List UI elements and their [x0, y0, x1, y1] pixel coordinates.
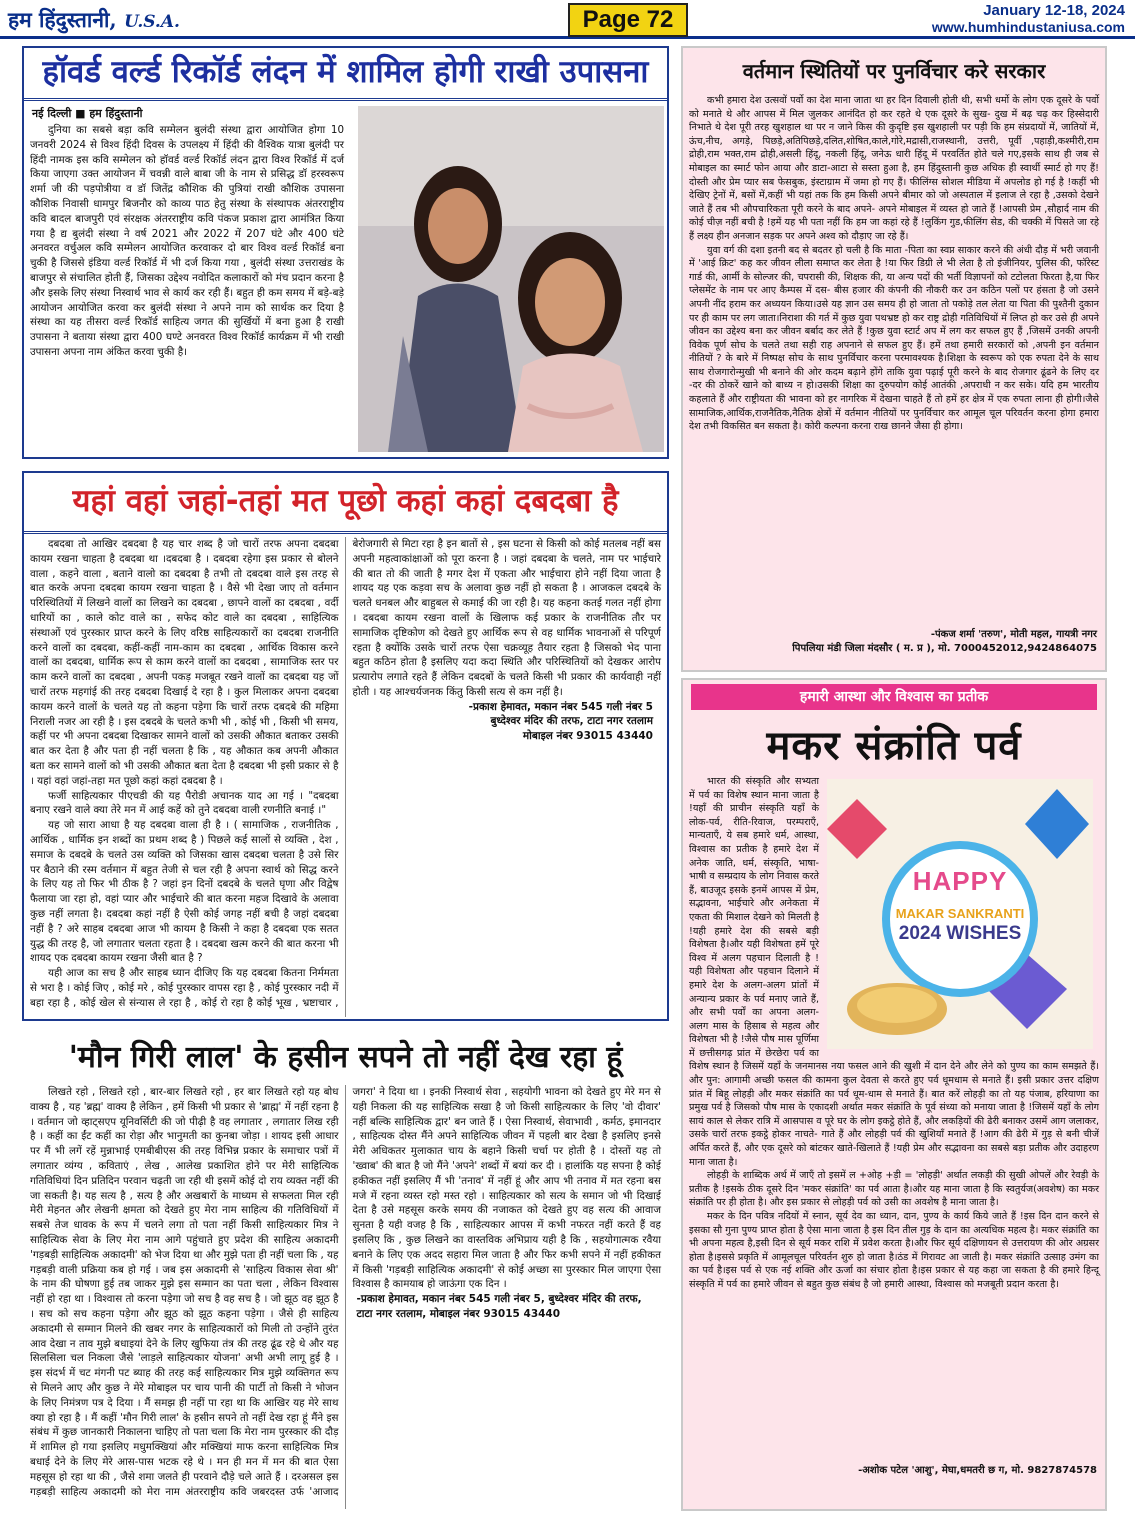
article-dabdaba-para-2: फर्जी साहित्यकार पीएचडी की यह पैरोडी अचानक याद आ गई । "दबदबा बनाए रखने वाले क्या तेरे मन में आई कहें को तुने दबदबा वाली रणनीति बनाई ।"	[30, 789, 339, 817]
article-world-record-headline: हॉवर्ड वर्ल्ड रिकॉर्ड लंदन में शामिल होगी राखी उपासना	[24, 48, 667, 101]
article-dabdaba-signature	[353, 700, 662, 744]
article-makar-para-2: लोहड़ी के शाब्दिक अर्थ में जाएँ तो इसमें ल +ओह +ड़ी = 'लोहड़ी' अर्थात लकड़ी की सुखी ओपलें और रेवड़ी के प्रतीक है !इसके ठीक दूसरे दिन 'मकर संक्रांति' का पर्व आता है।और यह माना जाता है कि स्वतुर्यज(अवशेष) का मकर संक्रांति पर ही होता है। और इस प्रकार से लोहड़ी पर्व को उसी का अवशेष है माना जाता है।	[689, 1170, 1099, 1209]
article-makar-body	[683, 775, 1105, 1460]
article-government-signature	[683, 628, 1105, 656]
article-government-sig-line-1: -पंकज शर्मा 'तरुण', मोती महल, गायत्री नगर	[930, 629, 1097, 640]
article-makar-signature: -अशोक पटेल 'आशु', मेघा,धमतरी छ ग, मो. 9827874578	[858, 1465, 1097, 1476]
article-dabdaba-body	[24, 537, 667, 1017]
masthead-suffix: U.S.A.	[124, 12, 180, 32]
article-world-record	[22, 46, 669, 459]
article-maun-giri-lal-signature: -प्रकाश हेमावत, मकान नंबर 545 गली नंबर 5, बुध्देश्वर मंदिर की तरफ, टाटा नगर रतलाम, मोबाइल नंबर 93015 43440	[356, 1293, 642, 1320]
article-maun-giri-lal-headline: 'मौन गिरी लाल' के हसीन सपने तो नहीं देख रहा हूं	[68, 1040, 623, 1075]
article-dabdaba	[22, 471, 669, 1021]
article-world-record-body	[24, 123, 350, 459]
article-dabdaba-sig-line-2: बुध्देश्वर मंदिर की तरफ, टाटा नगर रतलाम	[490, 715, 653, 728]
article-makar-para-3: मकर के दिन पवित्र नदियों में स्नान, सूर्य देव का ध्यान, दान, पुण्य के कार्य किये जाते हैं !इस दिन दान करने से इसका सौ गुना पुण्य प्राप्त होता है ऐसा माना जाता है इस दिन तील गुड़ के दान का अत्यधिक महत्व है। मकर संक्रांति का भी अपना महत्व है,इसी दिन से सूर्य मकर राशि में प्रवेश करता है।और फिर सूर्य दक्षिणायन से उत्तरायण की ओर अग्रसर होता है।इससे प्रकृति में आमूलचूल परिवर्तन शुरु हो जाता है।ठंड में गिरावट आ जाती है। मकर संक्रांति उत्साह उमंग का का पर्व है।इस पर्व से एक नई शक्ति और ऊर्जा का संचार होता है।इस प्रकार से यह कहा जा सकता है की हमारे हिन्दू संस्कृति में पर्व का हमारे जीवन से बहुत कुछ संबंध है जो हमारी आस्था, विश्वास को मजबूती प्रदान करता है।	[689, 1211, 1099, 1290]
article-government-headline: वर्तमान स्थितियों पर पुनर्विचार करे सरकार	[742, 59, 1046, 83]
article-dabdaba-para-3: यह जो सारा आधा है यह दबदबा वाला ही है । ( सामाजिक , राजनीतिक , आर्थिक , धार्मिक इन शब्दों का प्रथम शब्द है ) पिछले कई सालों से व्यक्ति , देश , समाज के दबदबे के चलते उस व्यक्ति को जिसका खास दबदबा चलता है उसे सिर पर बैठाने की रस्म वर्तमान में बहुत तेजी से चल रही है अपना स्वार्थ को सिद्ध करने के लिए यह तो फिर भी ठीक है ? जहां इन दिनों दबदबे के चलते घृणा और विद्वेष फैलाया जा रहा हो, वहां प्यार और भाईचारे की बात करना महज दिखावे के अलावा कुछ नहीं लगता है। दबदबा कहां नहीं है ऐसी कोई जगह नहीं बची है जहां दबदबा नहीं है ? अरे साहब दबदबा आज भी कायम है किसी ने कहा है दबदबा एक सतत युद्ध की तरह है, जो लगातार चलता रहता है । दबदबा खत्म करने की बात करना भी शायद एक दबदबा कायम रखना जैसी बात है ?	[30, 819, 339, 965]
greeting-2024-wishes: 2024 WISHES	[898, 923, 1022, 944]
page-header	[0, 0, 1135, 39]
issue-date: January 12-18, 2024	[983, 2, 1125, 19]
website-link[interactable]: www.humhindustaniusa.com	[931, 19, 1125, 35]
article-dabdaba-sig-line-3: मोबाइल नंबर 93015 43440	[522, 729, 653, 742]
issue-date-block	[932, 2, 1125, 36]
article-world-record-text: दुनिया का सबसे बड़ा कवि सम्मेलन बुलंदी संस्था द्वारा आयोजित होगा 10 जनवरी 2024 से विश्व हिंदी दिवस के उपलक्ष्य में हिंदी की वैश्विक यात्रा बुलंदी पर हिंदी नामक इस कवि सम्मेलन को हॉवर्ड वर्ल्ड रिकॉर्ड लंदन द्वारा विश्व रिकॉर्ड में दर्ज किया जाएगा उक्त आयोजन में चवन्नी वाले बाबा जी के नाम से प्रसिद्ध डॉ हरस्वरूप शर्मा जी की पड़पोत्रीया व डॉ जितेंद्र कौशिक की पुत्रियां राखी कौशिक उपासना कौशिक निवासी धामपुर बिजनौर को काव्य पाठ हेतु संस्था के संस्थापक अंतरराष्ट्रीय कवि बादल बाजपुरी एवं संरक्षक अंतरराष्ट्रीय कवि पंकज प्रकाश द्वारा आमंत्रित किया गया है द्य बुलंदी संस्था ने वर्ष 2021 और 2022 में 207 घंटे और 400 घंटे अनवरत वर्चुअल कवि सम्मेलन आयोजित करवाकर दो बार विश्व वर्ल्ड रिकॉर्ड बना चुकी है जिससे इंडिया वर्ल्ड रिकॉर्ड में भी दर्ज किया गया , बुलंदी संस्था उत्तराखंड के बाजपुर से संचालित होती हैं, जिसका उद्देश्य नवोदित कलाकारों को मंच प्रदान करना है और इसके लिए संस्था निस्वार्थ भाव से कार्य कर रही हैं। बहुत ही कम समय में बड़े-बड़े आयोजन आयोजित करवा कर बुलंदी संस्था ने अपने नाम को सार्थक कर दिया है संस्था का यह तीसरा वर्ल्ड रिकॉर्ड साहित्य जगत की सुर्खियों में बना हुआ है राखी उपासना ने बताया संस्था द्वारा 400 घण्टे अनवरत विश्व रिकॉर्ड कार्यक्रम में भी राखी उपासना अपना नाम अंकित करवा चुकी है।	[30, 124, 344, 358]
article-government-body	[683, 94, 1105, 628]
article-dabdaba-para-4: यही आज का सच है और साहब ध्यान दीजिए कि यह दबदबा कितना निर्ममता से भरा है । कोई जिए , कोई मरे , कोई पुरस्कार वापस रहा है , कोई पुरस्कार नदी में बहा रहा है , कोई खेल से संन्यास ले रहा है , कोई रो रहा है कोई भूख , भ्रष्टाचार , बेरोजगारी से मिटा रहा है इन बातों से , इस घटना से किसी को कोई मतलब नहीं बस अपनी महत्वाकांक्षाओं को पूरा करना है । जहां दबदबा के चलते, नाम पर भाईचारे की बात तो की जाती है मगर देश में एकता और भाईचारा होने नहीं दिया जाता है शायद यह एक कड़वा सच के अलावा कुछ नहीं हो सकता है । आजकल दबदबे के चलते धनबल और बाहुबल से कमाई की जा रही है। यह कहना कतई गलत नहीं होगा । दबदबा कायम रखना वालों के खिलाफ कई प्रकार के राजनीतिक तौर पर सामाजिक दृष्टिकोण को देखते हुए आर्थिक रूप से वह धार्मिक भावनाओं से परिपूर्ण रहता है क्योंकि उसके चारों तरफ ऐसा चक्रव्यूह तैयार रहता है जिसको भेद पाना बहुत कठिन होता है इसलिए यदा कदा स्थिति और परिस्थितियों को देखकर आरोप प्रत्यारोप लगाते रहते हैं लेकिन दबदबों के चलते किसी भी प्रकार की कार्यवाही नहीं होती । यह आश्चर्यजनक किंतु किसी सत्य से कम नहीं है।	[30, 538, 661, 1009]
article-dabdaba-para-1: दबदबा तो आखिर दबदबा है यह चार शब्द है जो चारों तरफ अपना दबदबा कायम रखना चाहता है दबदबा था ।दबदबा है । दबदबा रहेगा इस प्रकार से बोलने वाला , कहने वाला , बताने वालो का दबदबा है तभी तो दबदबा वाले इस तरह से बात करके अपना दबदबा कायम रखना चाहता है । वैसे भी देखा जाए तो वर्तमान परिस्थितियों में लिखने वालों का लिखने का दबदबा , छापने वालों का दबदबा , वर्दी धारियों का , काले कोट वाले का , सफेद कोट वाले का दबदबा , साहित्यिक संस्थाओं एवं पुरस्कार प्राप्त करने के लिए वरिष्ठ साहित्यकारों का दबदबा राजनीति करने वालों का दबदबा, कहीं-कहीं नाम-काम का दबदबा , आर्थिक विकास करने वालों का दबदबा, धार्मिक रूप से काम करने वालों का दबदबा , सामाजिक स्तर पर काम करने वालों का दबदबा , अपनी पकड़ मजबूत रखने वालों का दबदबा यह जों चारों तरफ महगांई की तरह दबदबा दिखाई दे रहा है । कुल मिलाकर अपना दबदबा कायम करने वालों के चलते यह तो कहना पड़ेगा कि चारों तरफ दबदबे की महिमा निराली नजर आ रही है । इस दबदबे के चलते कभी भी , कोई भी , किसी भी समय, कहीं पर भी अपना दबदबा दिखाकर सामने वालों को उसकी औकात बताकर उसकी बात कर देता है और पता ही नहीं चलता है कि , यह औकात कब अपनी औकात बता कर सामने वालों को भी उसकी औकात बता देता है दबदबा भी इसी प्रकार से है । यहां वहां जहां-तहा मत पूछो कहां कहां दबदबा है ।	[30, 538, 339, 787]
article-government-para-1: कभी हमारा देश उत्सवों पर्वो का देश माना जाता था हर दिन दिवाली होती थी, सभी धर्मो के लोग एक दूसरे के पर्वो को मनाते थे और आपस में मिल जुलकर आनंदित हो कर रहते थे एक दूसरे के सुख- दुख में बढ़ चढ़ कर हिस्सेदारी निभाते थे देश पूरी तरह खुशहाल था पर न जाने किस की कुदृष्टि इस खुशहाली पर पड़ी कि हम संप्रदायों में, जातियों में, ऊंच,नीच, अगड़े, पिछड़े,अतिपिछड़े,दलित,शोषित,काले,गोरे,मद्रासी,राजस्थानी, उत्तरी, पूर्वी ,पहाड़ी,कश्मीरी,राम द्रोही,राम भक्त,राम द्रोही,असली हिंदू, नकली हिंदू, जनेऊ धारी हिंदू में परवर्तित होते चले गए,इसके साथ ही जब से मोबाइल का स्मार्ट फोन आया और डाटा-आटा से सस्ता हुआ है, हम हिंदुस्तानी कुछ अधिक ही स्वार्थी स्मार्ट हो गए हैं! दोस्ती और प्रेम प्यार सब फेसबुक, इंस्टाग्राम में जमा हो गए हैं। फीलिंग्स सोशल मीडिया में अपलोड हो गई है !कहीं भी देखिए ट्रेनों में, बसों में,कहीं भी यहां तक कि हम किसी अपने बीमार को जो अस्पताल में इलाज ले रहा है ,उसको देखने जाते हैं तब भी औपचारिकता पूरी करने के बाद अपने- अपने मोबाइल में व्यस्त हो जाते हैं !आपसी प्रेम ,सौहार्द नाम की कोई चीज़ नहीं बची है !हमें यह भी पता नहीं कि हम जा कहां रहे हैं !लुकिंग गुड,फीलिंग सेड, की चक्की में पिसते जा रहे हैं लक्ष्य हीन अनजान सड़क पर अपने अश्व को दौड़ाए जा रहे हैं।	[689, 95, 1099, 242]
article-makar-sankranti	[681, 678, 1107, 1511]
masthead	[8, 6, 180, 34]
article-dabdaba-sig-line-1: -प्रकाश हेमावत, मकान नंबर 545 गली नंबर 5	[468, 700, 653, 713]
page-number: Page 72	[568, 3, 688, 37]
sisters-photo-illustration	[358, 106, 664, 452]
sisters-photo	[358, 106, 664, 452]
article-maun-giri-lal-text: लिखते रहो , लिखते रहो , बार-बार लिखते रहो , हर बार लिखते रहो यह बोध वाक्य है , यह 'ब्रह्म' वाक्य है लेकिन , हमें किसी भी प्रकार से 'ब्राह्म' में नहीं रहना है । वर्तमान जो व्हाट्सएप यूनिवर्सिटी की जो पीढ़ी है वह लगातार , लगातार लिख रही है । कहीं का ईंट कहीं का रोड़ा और भानुमती का कुनबा जोड़ा । शायद इसी आधार पर मैं भी लगें रहें मुन्नाभाई एमबीबीएस की तरह विभिन्न प्रकार के समाचार पत्रों में लगातार व्यंग्य , कविताएं , लेख , आलेख प्रकाशित होने पर मेरी साहित्यिक गतिविधियां दिन प्रतिदिन परवान चढ़ती जा रही थी इसमें कोई दो राय व्यक्त नहीं की जा सकती है। यह सत्य है , सत्य है और अखबारों के माध्यम से सफलता मिल रही मेरी मेहनत और लेखनी क्षमता को देखते हुए मेरा नाम साहित्य की गतिविधियों में सबसे तेज धावक के रूप में चलने लगा तो पता नहीं किसी साहित्यकार मित्र ने साहित्यिक सेवा के लिए मेरा नाम आगे पहुंचाते हुए प्रदेश की साहित्य अकादमी 'गड़बड़ी साहित्यिक अकादमी' को भेज दिया था और मुझे पता ही नहीं चला कि , यह गड़बड़ी वाली प्रक्रिया कब हो गई । जब इस अकादमी से 'साहित्य विकास सेवा श्री' के नाम की घोषणा हुई तब जाकर मुझे इस सम्मान का पता चला , लेकिन विश्वास नहीं हो रहा था । विश्वास तो करना पड़ेगा जो सच है वह सच है । जो झूठ वह झूठ है । सच को सच कहना पड़ेगा और झूठ को झूठ कहना पड़ेगा । जैसे ही साहित्य अकादमी से सम्मान मिलने की खबर नगर के साहित्यकारों को मिली तो उन्होंने तुरंत आव देखा न ताव मुझे बधाइयां देने के लिए खुफिया तंत्र की तरह ढूंढ रहे थे और यह सिलसिला चल निकला जैसे 'लाड़ले साहित्यकार योजना' अभी अभी लागू हुई है । इस संदर्भ में चट मंगनी पट ब्याह की तरह कई साहित्यकार मित्र मुझे व्यक्तिगत रूप से मिलने आए और कुछ ने मेरे मोबाइल पर चाय पानी की पार्टी तो किसी ने भोजन के लिए निमंत्रण पत्र दे दिया । मैं समझ ही नहीं पा रहा था कि आखिर यह मेरे साथ क्या हो रहा है । मैं कहीं 'मौन गिरी लाल' के हसीन सपने तो नहीं देख रहा हूं मैंने इस संबंध में कुछ जानकारी निकालना चाहिए तो पता चला कि मेरा नाम पुरस्कार की दौड़ में शामिल हो गया इसलिए मधुमक्खियां और मक्खियां माफ करना साहित्यिक मित्र बधाई देने के लिए मेरे आस-पास भटक रहे थे । मन ही मन में मन की बात ऐसा महसूस हो रहा था की , जैसे शमा जलते ही परवाने दौड़े चले आते हैं । दरअसल इस गड़बड़ी साहित्य अकादमी को मेरा नाम अंतरराष्ट्रीय कवि जबरदस्त उर्फ 'आजाद जगरा' ने दिया था । इनकी निस्वार्थ सेवा , सहयोगी भावना को देखते हुए मेरे मन से यही निकला की यह साहित्यिक सखा है जो किसी साहित्यकार के लिए 'वो दीवार' नहीं बल्कि साहित्यिक द्वार' बन जाते हैं । ऐसा निस्वार्थ, सेवाभावी , कर्मठ, इमानदार , साहित्यक दोस्त मैंने अपने साहित्यिक जीवन में पहली बार देखा है इसलिए इनसे मेरी अधिकतर मुलाकात चाय के बहाने किसी चर्चा पर होती है । दोस्तों यह तो 'ख्वाब' की बात है जो मैंने 'अपने' शब्दों में बयां कर दी । हालांकि यह सपना है कोई हकीकत नहीं इसलिए मैं भी 'तनाव' में नहीं हूं और आप भी तनाव में मत रहना बस मजे में रहना व्यस्त रहो मस्त रहो । साहित्यकार को सत्य के समान जो भी दिखाई देता है उसे महसूस करके समय की नजाकत को देखते हुए वह सत्य की आवाज सुनता है यही वजह है कि , साहित्यकार आपस में कभी नफरत नहीं करते हैं वह इसलिए कि , कुछ लिखने का वास्तविक अभिप्राय यही है कि , सहयोगात्मक रवैया बनाने के लिए एक अदद सहारा मिल जाता है और फिर कभी सपने में नहीं हकीकत में किसी 'गड़बड़ी साहित्यिक अकादमी' से कोई अच्छा सा पुरस्कार मिल जाएगा ऐसा विश्वास है कामयाब हो जाऊंगा एक दिन ।	[30, 1086, 661, 1498]
makar-sankranti-greeting-image	[827, 779, 1093, 1049]
article-maun-giri-lal-body	[24, 1085, 667, 1509]
article-makar-intro: भारत की संस्कृति और सभ्यता में पर्व का विशेष स्थान माना जाता है !यहाँ की प्राचीन संस्कृति यहाँ के लोक-पर्व, रीति-रिवाज, परम्पराएँ, मान्यताएँ, ये सब हमारे धर्म, आस्था, विश्वास का प्रतीक है हमारे देश में अनेक जाति, धर्म, संस्कृति, भाषा-भाषी व सम्प्रदाय के लोग निवास करते हैं, बाउजूद इसके इनमें आपस में प्रेम, सद्भावना, भाईचारे और अनेकता में एकता की मिशाल देखने को मिलती है !यही हमारे देश की सबसे बड़ी विशेषता है।और यही विशेषता हमें पूरे विश्व में अलग पहचान दिलाती है !यही विशेषता और पहचान दिलाने में हमारे देश के अलग-अलग प्रांतों में अन्यान्य प्रकार के पर्व मनाए जाते हैं, और सभी पर्वों का अपना अलग-अलग मास के हिसाब से महत्व और विशेषता भी है !जैसे पौष मास पूर्णिमा में छत्तीसगढ़ प्रांत में छेरछेरा पर्व का विशेष स्थान है जिसमें यहाँ के जनमानस नया फसल आने की खुशी में दान देने और लेने को पुण्य का काम समझते हैं।और पुन: आगामी अच्छी फसल की कामना कुल देवता से करते हुए पर्व धूमधाम से मनाते हैं। इसी प्रकार उत्तर दक्षिण प्रांत में बिहू लोहड़ी और मकर संक्रांति का पर्व धूम-धाम से मनाते हैं। बात करें लोहड़ी का तो यह पंजाब, हरियाणा का प्रमुख पर्व है जिसको पौष मास के एकादशी अर्थात मकर संक्रांति के पूर्व संध्या को मनाया जाता है !जिसमें यहाँ के लोग सायं काल से लेकर रात्रि में आसपास व पूरे घर के लोग इकट्ठे होते हैं, और लकड़ियों की ढेरी बनाकर उसमें आग जलाकर, उसके चारों तरफ इकट्ठे होकर नाचते- गाते हैं और लोहड़ी पर्व की खुशियाँ मनाते हैं !आग की ढेरी में गुड़ से बनी चीजें अर्पित करते हैं, और एक दूसरे को बांटकर खाते-खिलाते हैं !यही प्रेम और सद्भावना का सबसे बड़ा प्रतीक और उदाहरण माना जाता है।	[689, 776, 1099, 1168]
article-makar-headline: मकर संक्रांति पर्व	[766, 723, 1022, 769]
article-government-para-2: युवा वर्ग की दशा इतनी बद से बदतर हो चली है कि माता -पिता का स्वप्न साकार करने की अंधी दौड़ में भरी जवानी में 'आई क्रिट' कह कर जीवन लीला समाप्त कर लेता है !या फिर डिग्री ले भी लेता है तो इंजीनियर, पुलिस की, फॉरेस्ट गार्ड की, आर्मी के सोल्जर की, चपरासी की, शिक्षक की, या अन्य पदों की भर्ती विज्ञापनों को टटोलता फिरता है,या फिर प्लेसमेंट के नाम पर आए कैम्पस में दस- बीस हजार की कंपनी की नौकरी कर उन कठिन पलों पर हंसता है जो उसने अपनी नींद हराम कर अध्ययन किया।उसे यह ज्ञान उस समय ही हो जाता तो पकोड़े तल लेता या पिता की पुश्तैनी दुकान पर ही काम पर लग जाता।निराशा की गर्त में कुछ युवा पथभ्रष्ट हो कर राष्ट्र द्रोही गतिविधियों में लिप्त हो कर उसे ही अपने जीवन का उद्देश्य बना कर जीवन बर्बाद कर लेते हैं !कुछ युवा स्टार्ट अप में लग कर सफल हुए हैं ,जिसमें उनकी अपनी विवेक पूर्ण सोच के चलते तथा सही राह अपनाने से सफल हुए हैं। हमें तथा हमारी सरकारों को ,अपनी इन वर्तमान नीतियों ? के बारे में निष्पक्ष सोच के साथ पुनर्विचार करना परमावश्यक है।शिक्षा के स्वरूप को एक रुपता देने के साथ साथ रोजगारोन्मुखी भी बनाने की ओर कदम बढ़ाने होंगे ताकि युवा पढ़ाई पूरी करने के बाद रोजगार ढूंढने के लिए दर -दर की ठोकरें खाने को बाध्य न हो।उसकी शिक्षा का दुरुपयोग कोई आतंकी ,अपराधी न कर सके। यदि हम भारतीय कहलाते हैं और राष्ट्रीयता की भावना को हर नागरिक में देखना चाहते हैं तो हमें हर क्षेत्र में एक रुपता लाना ही होगी।जैसे सामाजिक,आर्थिक,राजनैतिक,नैतिक क्षेत्रों में वर्तमान नीतियों पर पुनर्विचार कर आमूल चूल परिवर्तन करना होगा हमारा देश तभी विकसित बन सकता है। कोरी कल्पना करना राख छानने जैसा ही होगा।	[689, 244, 1099, 433]
greeting-makar-sankranti: MAKAR SANKRANTI	[895, 906, 1025, 921]
article-government-sig-line-2: पिपलिया मंडी जिला मंदसौर ( म. प्र ), मो. 7000452012,9424864075	[792, 643, 1097, 654]
article-maun-giri-lal	[22, 1031, 669, 1511]
article-makar-banner: हमारी आस्था और विश्वास का प्रतीक	[691, 684, 1097, 710]
greeting-happy: HAPPY	[912, 866, 1008, 896]
masthead-title: हम हिंदुस्तानी,	[8, 7, 117, 32]
article-government	[681, 46, 1107, 672]
article-dabdaba-headline: यहां वहां जहां-तहां मत पूछो कहां कहां दबदबा है	[24, 473, 667, 534]
article-world-record-byline: नई दिल्ली ■ हम हिंदुस्तानी	[32, 107, 143, 120]
